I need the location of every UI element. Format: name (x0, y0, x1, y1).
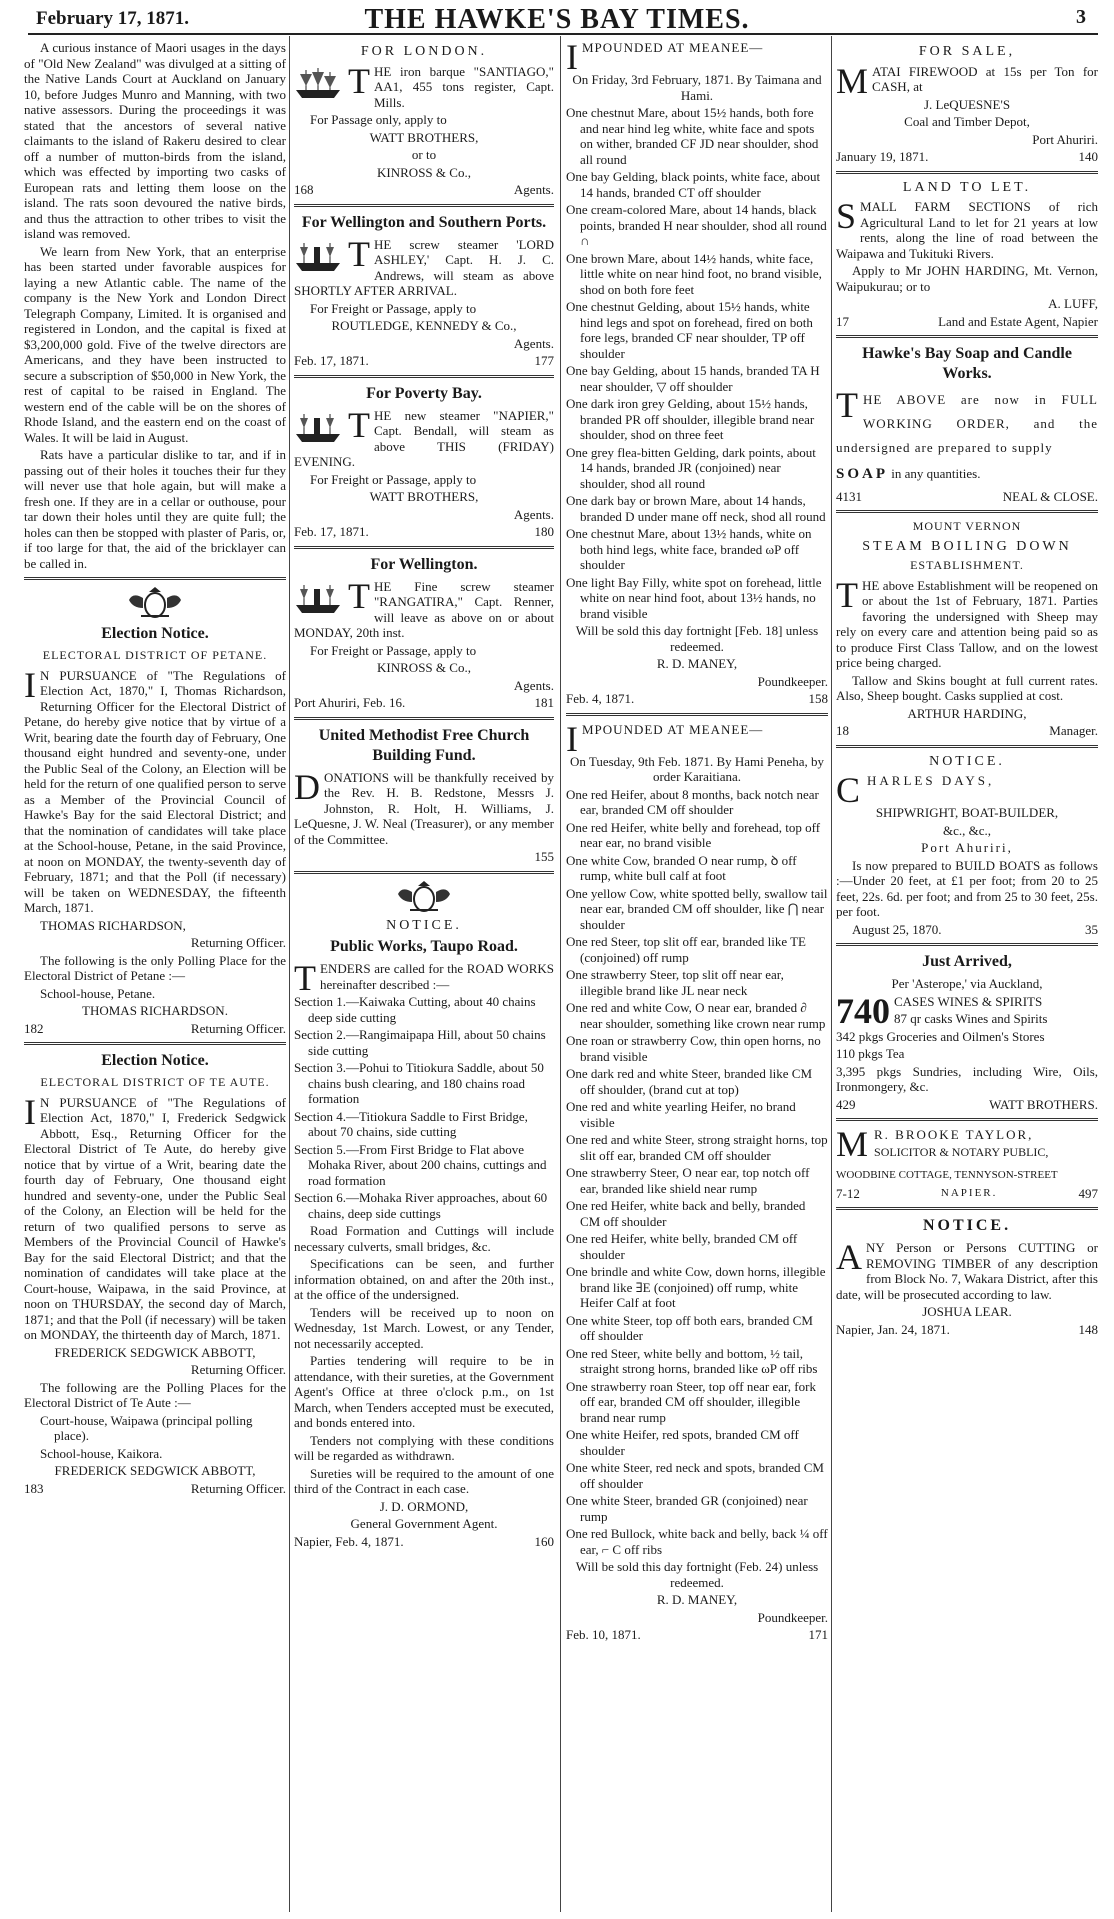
ad-number: 429 (836, 1096, 856, 1112)
soap-word: SOAP (836, 466, 889, 482)
petane-text: N PURSUANCE of "The Regulations of Election Act, 1870," I, Thomas Richardson, Returning Officer for the Electoral District of Petane, do hereby give notice that by virtue of a Writ, bearing date the fourth day of February, One thousand eight hundred and seventy-one, under the Public Seal of the Colony, an Election will be held for the return of one qualified person to serve as a Member of the Provincial Council of Hawke's Bay for the said Electoral District; and that the nomination of candidates will take place at the School-house, Petane, in the said Province, at noon on MONDAY, the twenty-seventh day of February, 1871; and that the Poll (if necessary) will be taken on WEDNESDAY, the fifteenth March, 1871. (24, 667, 286, 915)
steam-head-2: STEAM BOILING DOWN (862, 538, 1072, 554)
ad-number: 18 (836, 723, 849, 738)
impounded-animal: One red Steer, top slit off ear, branded like TE (conjoined) off rump (566, 934, 806, 965)
days-head-wrap (836, 770, 1098, 810)
poverty-ad (294, 404, 554, 470)
maori-article: A curious instance of Maori usages in the days of "Old New Zealand" was divulged at a sitting of the Native Lands Court at Auckland on January 10, before Judges Munro and Manning, with two native assessors. During the proceedings it was stated that the ancestors of several native claimants to the island of Rakeru desired to clear off a number of mutton-birds from the island, which was effected by importing two casks of European rats and letting them loose on the island. The rats soon devoured the native birds, and thus the attraction to other tribes to visit the island was removed. (24, 40, 286, 241)
tender-section: Section 1.—Kaiwaka Cutting, about 40 chains deep side cutting (294, 994, 536, 1025)
column-4 (836, 40, 1098, 1910)
steamer-icon (294, 581, 342, 615)
taupo-head: Public Works, Taupo Road. (330, 938, 518, 955)
poverty-agents: Agents. (513, 506, 554, 522)
ad-number: 180 (534, 524, 554, 539)
imp2-intro: On Tuesday, 9th Feb. 1871. By Hami Peneha, by order Karaitiana. (569, 753, 825, 784)
impounded-animal: One red Bullock, white back and belly, back ¼ off ear, ⌐ C off ribs (566, 1526, 828, 1557)
london-footer (294, 182, 554, 198)
divider (836, 745, 1098, 748)
lear-footer (836, 1322, 1098, 1338)
wellsouth-agent: ROUTLEDGE, KENNEDY & Co., (331, 318, 517, 333)
wellsouth-footer (294, 353, 554, 369)
impounded-animal: One chestnut Gelding, about 15½ hands, white hind legs and spot on forehead, fired on both fore legs, branded CF near shoulder, TP off shoulder (566, 299, 813, 361)
steam-head-1: MOUNT VERNON (912, 519, 1022, 533)
teaute-poll-1: Court-house, Waipawa (principal polling place). (40, 1412, 253, 1443)
arrived-l2: 87 qr casks Wines and Spirits (894, 1011, 1048, 1026)
land-body: MALL FARM SECTIONS of rich Agricultural Land to let for 21 years at low rents, along the line of road between the Waipawa and Tukituki Rivers. (836, 199, 1098, 261)
impounded-animal: One bay Gelding, black points, white face, about 14 hands, branded CT off shoulder (566, 169, 821, 200)
steamer-icon (294, 410, 342, 444)
impounded-animal: One chestnut Mare, about 15½ hands, both fore and near hind leg white, white face and spots on wither, branded CF JD near shoulder, shod all round (566, 105, 819, 167)
wellington-ad (294, 575, 554, 641)
royal-crest-icon (123, 586, 187, 620)
ad-number: 497 (1078, 1185, 1098, 1201)
divider (836, 335, 1098, 338)
impounded-animal: One chestnut Mare, about 13½ hands, white on both hind legs, white face, branded ωP off shoulder (566, 526, 812, 572)
column-2 (294, 40, 554, 1910)
imp2-head-wrap (566, 718, 828, 759)
lear-body: NY Person or Persons CUTTING or REMOVING TIMBER of any description from Block No. 7, Wakara District, after this date, will be prosecuted according to law. (836, 1240, 1098, 1302)
cable-article: We learn from New York, that an enterprise has been started under favorable auspices for laying a new Atlantic cable. The name of the company is the New York and London Direct Telegraph Company, Limited. It is organised and registered in London, and the capital is fixed at $3,200,000 gold. Five of the twelve directors are Americans, and they have been instructed to secure a subscription of $50,000 in New York, the rest of capital to be raised in England. The western end of the cable will be on the shores of Rhode Island, and the eastern end on the coast of Wales. It will be laid in August. (24, 243, 286, 445)
imp2-items (566, 787, 828, 1558)
taupo-signature: J. D. ORMOND, (379, 1498, 469, 1514)
petane-footer (24, 1021, 286, 1037)
taylor-footer (836, 1186, 1098, 1202)
days-head: HARLES DAYS, (867, 773, 995, 788)
soap-head: Hawke's Bay Soap and Candle Works. (862, 345, 1072, 382)
days-footer (836, 922, 1098, 938)
poverty-body: HE new steamer "NAPIER," Capt. Bendall, will steam as above THIS (FRIDAY) EVENING. (294, 407, 554, 469)
taupo-p5: Tenders not complying with these conditions will be regarded as withdrawn. (294, 1432, 554, 1463)
taupo-notice: NOTICE. (386, 917, 462, 933)
page-number: 3 (1076, 6, 1086, 28)
methodist-head: United Methodist Free Church Building Fund. (318, 726, 530, 764)
impounded-animal: One brown Mare, about 14½ hands, white face, little white on near hind foot, no brand visible, shod on both fore feet (566, 250, 822, 297)
impounded-animal: One yellow Cow, white spotted belly, swallow tail near ear, branded CM off shoulder, like ⋂ near shoulder (566, 885, 828, 932)
ad-number: 183 (24, 1480, 44, 1496)
divider (294, 204, 554, 207)
land-head: LAND TO LET. (902, 179, 1032, 195)
soap-footer (836, 489, 1098, 505)
london-or: or to (411, 147, 437, 162)
impounded-animal: One dark iron grey Gelding, about 15½ hands, branded PR off shoulder, illegible brand near shoulder, shod on three feet (566, 396, 815, 442)
arrived-signature: WATT BROTHERS. (989, 1096, 1098, 1112)
impounded-animal: One cream-colored Mare, about 14 hands, black points, branded H near shoulder, shod all round ∩ (566, 202, 827, 248)
petane-signature-2: THOMAS RICHARDSON. (82, 1003, 228, 1018)
taupo-sig-title: General Government Agent. (350, 1516, 498, 1531)
divider (836, 510, 1098, 513)
divider (24, 1042, 286, 1045)
days-body: Is now prepared to BUILD BOATS as follows :—Under 20 feet, at £1 per foot; from 20 to 25 feet, 22s. 6d. per foot; and from 25 to 30 feet, 25s. per foot. (836, 857, 1098, 919)
impounded-animal: One red and white Cow, O near ear, branded ∂ near shoulder, something like crown near rump (566, 1000, 826, 1031)
impounded-animal: One light Bay Filly, white spot on forehead, little white on near hind foot, about 13½ hands, no brand visible (566, 574, 822, 621)
london-agent2: KINROSS & Co., (377, 164, 471, 180)
land-apply: Apply to Mr JOHN HARDING, Mt. Vernon, Waipukurau; or to (836, 263, 1098, 294)
divider (836, 943, 1098, 946)
column-divider (289, 36, 290, 1912)
divider (836, 1118, 1098, 1121)
london-body: HE iron barque "SANTIAGO," AA1, 455 tons register, Capt. Mills. (374, 63, 554, 110)
imp1-footer (566, 691, 828, 707)
masthead-rule (28, 33, 1098, 35)
drop-cap: T (348, 233, 370, 274)
ad-date: Feb. 17, 1871. (294, 524, 369, 539)
impounded-animal: One bay Gelding, about 15 hands, branded TA H near shoulder, ▽ off shoulder (566, 363, 820, 394)
ad-date: Feb. 17, 1871. (294, 353, 369, 368)
poverty-agent: WATT BROTHERS, (369, 489, 479, 504)
poverty-line2: For Freight or Passage, apply to (310, 471, 477, 487)
petane-poll-place: School-house, Petane. (40, 985, 156, 1001)
tender-section: Section 5.—From First Bridge to Flat above Mohaka River, about 200 chains, cuttings and road formation (294, 1141, 547, 1188)
forsale-name: J. LeQUESNE'S (923, 96, 1011, 112)
taupo-p3: Tenders will be received up to noon on Wednesday, 1st March. Lowest, or any Tender, not necessarily accepted. (294, 1304, 554, 1351)
drop-cap: A (836, 1237, 862, 1277)
teaute-sig-title: Returning Officer. (190, 1362, 286, 1377)
teaute-signature: FREDERICK SEDGWICK ABBOTT, (54, 1344, 256, 1360)
land-body-wrap (836, 196, 1098, 261)
impounded-animal: One white Steer, branded GR (conjoined) near rump (566, 1493, 808, 1524)
petane-body (24, 664, 286, 916)
drop-cap: T (348, 60, 370, 101)
days-notice: NOTICE. (929, 753, 1005, 769)
issue-date: February 17, 1871. (36, 8, 190, 29)
ad-number: 17 (836, 313, 849, 329)
taupo-intro: ENDERS are called for the ROAD WORKS hereinafter described :— (320, 961, 554, 992)
taylor-title: SOLICITOR & NOTARY PUBLIC, (874, 1144, 1049, 1159)
steamer-icon (294, 239, 342, 273)
taupo-p2: Specifications can be seen, and further information obtained, on and after the 20th inst., at the office of the undersigned. (294, 1256, 554, 1302)
impounded-animal: One white Heifer, red spots, branded CM off shoulder (566, 1427, 799, 1458)
land-signature: A. LUFF, (1048, 296, 1098, 311)
drop-cap: I (24, 1091, 36, 1132)
wellsouth-agents: Agents. (513, 335, 554, 351)
impounded-animal: One red and white Steer, strong straight horns, top slit off ear, branded CM off shoulder (566, 1132, 828, 1163)
ad-date: Feb. 10, 1871. (566, 1627, 641, 1642)
impounded-animal: One white Steer, red neck and spots, branded CM off shoulder (566, 1460, 824, 1491)
imp2-sig-title: Poundkeeper. (757, 1609, 828, 1625)
arrived-list (836, 990, 1098, 1095)
imp2-signature: R. D. MANEY, (656, 1592, 738, 1607)
steam-sig-title: Manager. (1049, 723, 1098, 738)
arrived-per: Per 'Asterope,' via Auckland, (891, 976, 1043, 991)
taupo-intro-wrap (294, 958, 554, 998)
steam-body: HE above Establishment will be reopened on or about the 1st of February, 1871. Parties favoring the undersigned with Sheep may rely on every care and attention being paid so as to produce First Class Tallow, and on the lowest price being charged. (836, 577, 1098, 670)
ad-number: 177 (534, 353, 554, 368)
drop-cap: T (836, 574, 858, 615)
petane-district: ELECTORAL DISTRICT OF PETANE. (42, 648, 268, 662)
land-footer (836, 314, 1098, 330)
days-place: Port Ahuriri, (921, 840, 1013, 855)
drop-cap: I (566, 40, 578, 77)
imp1-intro: On Friday, 3rd February, 1871. By Taimana and Hami. (572, 72, 822, 103)
drop-cap: M (836, 60, 869, 101)
drop-cap: I (566, 718, 578, 759)
masthead (0, 0, 1114, 34)
royal-crest-icon (392, 880, 456, 914)
wellington-body: HE Fine screw steamer "RANGATIRA," Capt. Renner, will leave as above on or about MONDAY, 20th inst. (294, 578, 554, 640)
drop-cap: T (294, 958, 316, 998)
arrived-l5: 3,395 pkgs Sundries, including Wire, Oils, Ironmongery, &c. (836, 1063, 1098, 1094)
wellsouth-ad (294, 233, 554, 299)
poverty-footer (294, 524, 554, 540)
arrived-footer (836, 1097, 1098, 1113)
drop-cap: S (836, 196, 857, 236)
wellsouth-line2: For Freight or Passage, apply to (310, 300, 477, 316)
petane-poll-intro: The following is the only Polling Place for the Electoral District of Petane :— (24, 952, 286, 983)
petane-title: Election Notice. (101, 625, 209, 642)
arrived-big-number: 740 (836, 990, 890, 1031)
petane-sig-title-2: Returning Officer. (190, 1020, 286, 1036)
ad-number: 168 (294, 182, 314, 197)
divider (294, 871, 554, 874)
taupo-sections (294, 994, 554, 1221)
ad-number: 182 (24, 1020, 44, 1036)
soap-body-wrap (836, 385, 1098, 460)
divider (294, 375, 554, 378)
ad-number: 181 (534, 695, 554, 710)
impounded-animal: One dark red and white Steer, branded like CM off shoulder, (brand cut at top) (566, 1066, 813, 1097)
taylor-head: R. BROOKE TAYLOR, (874, 1127, 1034, 1142)
forsale-head: FOR SALE, (918, 44, 1016, 59)
taupo-footer (294, 1534, 554, 1550)
arrived-l4: 110 pkgs Tea (836, 1046, 905, 1061)
forsale-place: Port Ahuriri. (1032, 131, 1098, 147)
imp1-sig-title: Poundkeeper. (757, 673, 828, 689)
tender-section: Section 6.—Mohaka River approaches, about 60 chains, deep side cuttings (294, 1190, 548, 1221)
land-sig-title: Land and Estate Agent, Napier (938, 313, 1098, 329)
divider (294, 717, 554, 720)
wellsouth-body: HE screw steamer 'LORD ASHLEY,' Capt. H. J. C. Andrews, will steam as above SHORTLY AFTER ARRIVAL. (294, 236, 554, 298)
imp1-items (566, 105, 828, 621)
divider (836, 1207, 1098, 1210)
ship-icon (294, 66, 342, 100)
arrived-l1: CASES WINES & SPIRITS (894, 993, 1043, 1009)
days-trade: SHIPWRIGHT, BOAT-BUILDER, (875, 805, 1059, 820)
divider (566, 713, 828, 716)
imp1-head-wrap (566, 40, 828, 77)
impounded-animal: One grey flea-bitten Gelding, dark points, about 14 hands, branded JR (conjoined) near shoulder, shod all round (566, 444, 816, 491)
soap-rest: in any quantities. (891, 466, 981, 481)
ad-date: Feb. 4, 1871. (566, 691, 635, 706)
steam-body-wrap (836, 574, 1098, 671)
london-agent1: WATT BROTHERS, (369, 129, 479, 145)
agents-label: Agents. (513, 182, 554, 197)
taupo-p4: Parties tendering will require to be in attendance, with their sureties, at the Government Agent's Office at three o'clock p.m., on 1st March, when Tenders accepted must be executed, and bonds entered into. (294, 1353, 554, 1430)
ad-number: 4131 (836, 488, 862, 504)
steam-head-3: ESTABLISHMENT. (910, 558, 1024, 572)
teaute-title: Election Notice. (101, 1052, 209, 1069)
drop-cap: M (836, 1124, 871, 1164)
teaute-signature-2: FREDERICK SEDGWICK ABBOTT, (54, 1463, 256, 1478)
drop-cap: D (294, 766, 320, 807)
tender-section: Section 2.—Rangimaipapa Hill, about 50 chains side cutting (294, 1027, 546, 1058)
imp2-sold: Will be sold this day fortnight (Feb. 24) unless redeemed. (575, 1559, 819, 1590)
steam-signature: ARTHUR HARDING, (907, 705, 1027, 721)
london-ad (294, 60, 554, 111)
forsale-body-wrap (836, 60, 1098, 101)
teaute-poll-intro: The following are the Polling Places for the Electoral District of Te Aute :— (24, 1379, 286, 1410)
rats-article: Rats have a particular dislike to tar, and if in passing out of their holes it touches their fur they will never use that hole again, but will make a fresh one. If they are in a cellar or outhouse, pour tar down their holes until they are quite full; the holes can then be stopped with plaster of Paris, or, if too large for that, the aid of the bricklayer can be called in. (24, 447, 286, 571)
column-divider (831, 36, 832, 1912)
impounded-animal: One roan or strawberry Cow, thin open horns, no brand visible (566, 1033, 821, 1064)
lear-signature: JOSHUA LEAR. (922, 1304, 1012, 1319)
steam-p2: Tallow and Skins bought at full current rates. Also, Sheep bought. Casks supplied at cost. (836, 672, 1098, 703)
drop-cap: I (24, 664, 36, 705)
teaute-footer (24, 1481, 286, 1497)
ad-number: 35 (1085, 921, 1098, 937)
petane-sig-title: Returning Officer. (190, 935, 286, 950)
lear-notice: NOTICE. (922, 1217, 1012, 1234)
divider (836, 171, 1098, 174)
divider (294, 546, 554, 549)
forsale-footer (836, 149, 1098, 165)
ad-date: Napier, Feb. 4, 1871. (294, 1533, 404, 1549)
teaute-text: N PURSUANCE of "The Regulations of Election Act, 1870," I, Frederick Sedgwick Abbott, Esq., Returning Officer for the Electoral District of Te Aute, do hereby give notice that by virtue of a Writ, bearing date the fourth day of February, One thousand eight hundred and seventy-one, under the Public Seal of the Colony, an Election will be held for the return of two qualified persons to serve as Members of the Provincial Council of Hawke's Bay for the said Electoral District; and that the nomination of candidates will take place at the Court-house, Waipawa, in the said Province, at noon on THURSDAY, the second day of March, 1871; and that the Poll (if necessary) will be taken on MONDAY, the thirteenth day of March, 1871. (24, 1094, 286, 1342)
ad-date: August 25, 1870. (852, 921, 942, 937)
impounded-animal: One red Steer, white belly and bottom, ½ tail, straight strong horns, branded like ωP off ribs (566, 1345, 818, 1376)
wellington-line2: For Freight or Passage, apply to (310, 642, 477, 658)
teaute-sig-title-2: Returning Officer. (190, 1480, 286, 1496)
impounded-animal: One red and white yearling Heifer, no brand visible (566, 1099, 796, 1130)
imp1-sold: Will be sold this day fortnight [Feb. 18] unless redeemed. (575, 623, 819, 654)
impounded-animal: One red Heifer, white belly and forehead, top off near ear, no brand visible (566, 819, 821, 850)
arrived-l3: 342 pkgs Groceries and Oilmen's Stores (836, 1028, 1045, 1044)
ad-date: Napier, Jan. 24, 1871. (836, 1321, 950, 1337)
imp1-signature: R. D. MANEY, (656, 656, 738, 671)
petane-signature: THOMAS RICHARDSON, (40, 917, 186, 933)
wellington-agents: Agents. (513, 677, 554, 693)
tender-section: Section 4.—Titiokura Saddle to First Bridge, about 70 chains, side cutting (294, 1108, 528, 1139)
taylor-addr: WOODBINE COTTAGE, TENNYSON-STREET (836, 1169, 1058, 1181)
teaute-poll-2: School-house, Kaikora. (40, 1445, 163, 1461)
taylor-code: 7-12 (836, 1185, 860, 1201)
wellsouth-head: For Wellington and Southern Ports. (301, 213, 547, 231)
ad-number: 148 (1078, 1321, 1098, 1337)
teaute-body (24, 1091, 286, 1343)
forsale-line: Coal and Timber Depot, (904, 114, 1030, 129)
london-head: FOR LONDON. (360, 44, 488, 59)
drop-cap: T (348, 404, 370, 445)
teaute-district: ELECTORAL DISTRICT OF TE AUTE. (40, 1075, 270, 1089)
impounded-animal: One strawberry roan Steer, top off near ear, fork off ear, branded CM off shoulder, illegible brand near rump (566, 1378, 816, 1425)
drop-cap: C (836, 770, 864, 810)
column-3 (566, 40, 828, 1910)
imp1-head: MPOUNDED AT MEANEE— (582, 40, 764, 55)
ad-date: January 19, 1871. (836, 149, 929, 164)
drop-cap: T (836, 385, 859, 425)
london-line2: For Passage only, apply to (310, 112, 447, 127)
methodist-number: 155 (534, 849, 554, 864)
impounded-animal: One red Heifer, about 8 months, back notch near ear, branded CM off shoulder (566, 786, 819, 817)
lear-body-wrap (836, 1237, 1098, 1302)
ad-date: Port Ahuriri, Feb. 16. (294, 695, 406, 710)
impounded-animal: One brindle and white Cow, down horns, illegible brand like ∃E (conjoined) off rump, white Heifer Calf at foot (566, 1264, 826, 1310)
column-divider (560, 36, 561, 1912)
forsale-body: ATAI FIREWOOD at 15s per Ton for CASH, at (872, 63, 1098, 94)
methodist-body-wrap (294, 766, 554, 848)
wellington-agent: KINROSS & Co., (377, 660, 471, 675)
impounded-animal: One strawberry Steer, O near ear, top notch off ear, branded like shield near rump (566, 1165, 810, 1196)
divider (24, 577, 286, 580)
drop-cap: T (348, 575, 370, 616)
ad-number: 140 (1078, 149, 1098, 164)
impounded-animal: One dark bay or brown Mare, about 14 hands, branded D under mane off neck, shod all round (566, 493, 826, 524)
newspaper-title: THE HAWKE'S BAY TIMES. (364, 4, 750, 35)
imp2-footer (566, 1627, 828, 1643)
taupo-p1: Road Formation and Cuttings will include necessary culverts, small bridges, &c. (294, 1223, 554, 1254)
poverty-head: For Poverty Bay. (366, 384, 482, 402)
ad-number: 171 (808, 1627, 828, 1642)
ad-number: 160 (534, 1533, 554, 1549)
methodist-body: ONATIONS will be thankfully received by the Rev. H. B. Redstone, Messrs J. Johnston, R. Holt, H. Williams, J. LeQuesne, J. W. Neal (Treasurer), or any member of the Committee. (294, 769, 554, 847)
taupo-p6: Sureties will be required to the amount of one third of the Contract in each case. (294, 1465, 554, 1496)
soap-line (836, 466, 1098, 483)
column-1 (24, 40, 286, 1910)
days-etc: &c., &c., (942, 822, 991, 838)
arrived-head: Just Arrived, (922, 953, 1012, 970)
soap-signature: NEAL & CLOSE. (1002, 488, 1098, 504)
impounded-animal: One red Heifer, white belly, branded CM off shoulder (566, 1231, 798, 1262)
impounded-animal: One strawberry Steer, top slit off near ear, illegible brand like JL near neck (566, 967, 784, 998)
wellington-head: For Wellington. (370, 555, 478, 573)
steam-footer (836, 723, 1098, 739)
impounded-animal: One white Steer, top off both ears, branded CM off shoulder (566, 1312, 813, 1343)
wellington-footer (294, 695, 554, 711)
taylor-town: NAPIER. (940, 1186, 998, 1199)
ad-number: 158 (808, 691, 828, 706)
impounded-animal: One red Heifer, white back and belly, branded CM off shoulder (566, 1198, 806, 1229)
impounded-animal: One white Cow, branded O near rump, ꝺ off rump, white bull calf at foot (566, 852, 797, 883)
imp2-head: MPOUNDED AT MEANEE— (582, 721, 764, 737)
soap-body: HE ABOVE are now in FULL WORKING ORDER, and the undersigned are prepared to supply (836, 392, 1098, 455)
tender-section: Section 3.—Pohui to Titiokura Saddle, about 50 chains bush clearing, and 180 chains road formation (294, 1060, 544, 1106)
